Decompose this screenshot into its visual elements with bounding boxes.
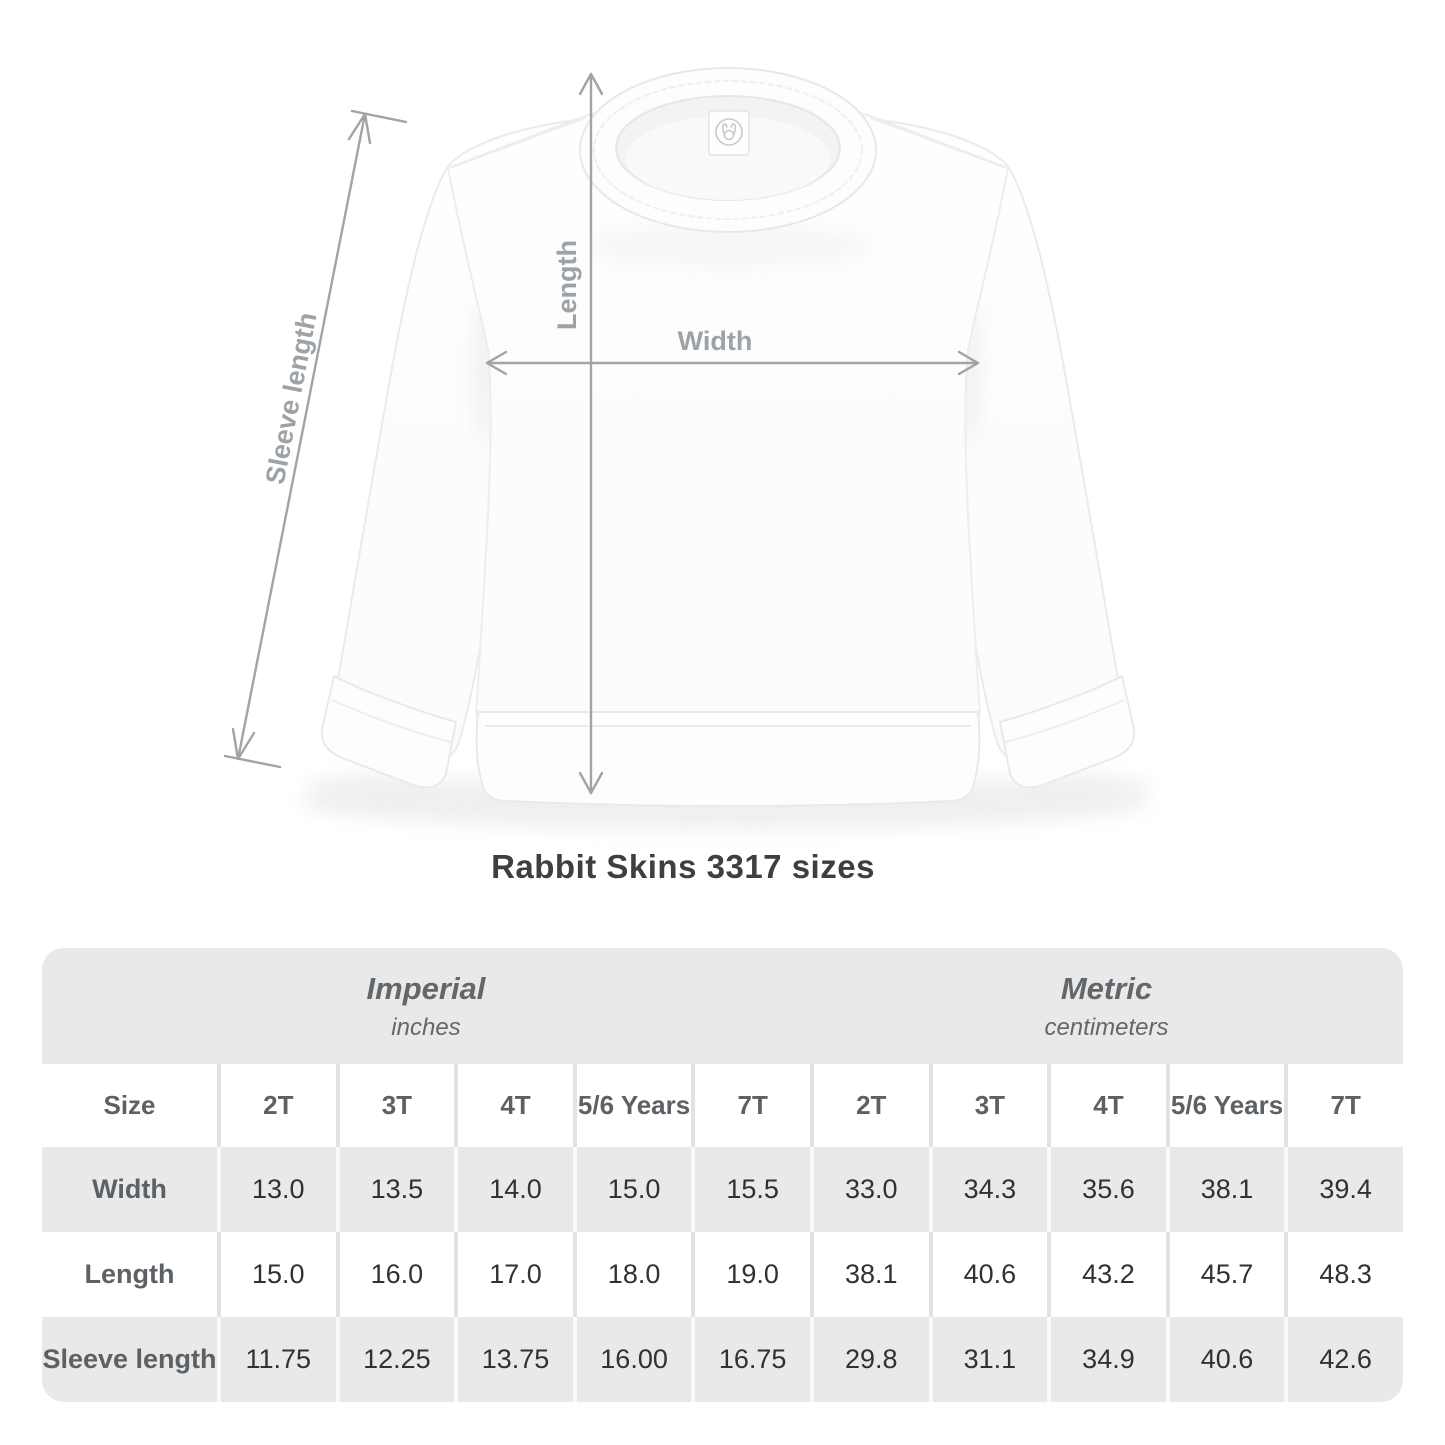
metric-unit-sub: centimeters [1044,1013,1169,1041]
page-title: Rabbit Skins 3317 sizes [491,848,875,885]
imperial-size-header-4t: 4T [454,1064,573,1147]
value-cell: 16.75 [691,1317,810,1402]
metric-size-header-2t: 2T [810,1064,929,1147]
value-cell: 11.75 [217,1317,336,1402]
size-column-header: Size [42,1064,217,1147]
value-cell: 43.2 [1047,1232,1166,1317]
size-header-row [42,1064,1403,1147]
size-table-container [42,948,1403,1402]
metric-group-header [810,948,1403,1064]
metric-size-header-56y: 5/6 Years [1166,1064,1285,1147]
row-label: Width [42,1147,217,1232]
value-cell: 34.3 [929,1147,1048,1232]
imperial-size-header-7t: 7T [691,1064,810,1147]
value-cell: 16.0 [336,1232,455,1317]
value-cell: 14.0 [454,1147,573,1232]
metric-size-header-7t: 7T [1284,1064,1403,1147]
value-cell: 40.6 [929,1232,1048,1317]
row-label: Length [42,1232,217,1317]
value-cell: 39.4 [1284,1147,1403,1232]
value-cell: 38.1 [1166,1147,1285,1232]
metric-size-header-4t: 4T [1047,1064,1166,1147]
value-cell: 31.1 [929,1317,1048,1402]
sweatshirt-illustration [322,68,1135,806]
value-cell: 15.0 [573,1147,692,1232]
value-cell: 13.75 [454,1317,573,1402]
imperial-size-header-3t: 3T [336,1064,455,1147]
imperial-size-header-2t: 2T [217,1064,336,1147]
value-cell: 29.8 [810,1317,929,1402]
imperial-unit-sub: inches [391,1013,461,1041]
value-cell: 38.1 [810,1232,929,1317]
table-row-length [42,1232,1403,1317]
value-cell: 34.9 [1047,1317,1166,1402]
imperial-size-header-56y: 5/6 Years [573,1064,692,1147]
neck-tag [709,111,749,155]
value-cell: 13.5 [336,1147,455,1232]
value-cell: 33.0 [810,1147,929,1232]
metric-unit-name: Metric [1060,970,1153,1006]
size-table [42,948,1403,1402]
width-label: Width [677,326,753,356]
sleeve-length-label: Sleeve length [259,309,323,487]
value-cell: 12.25 [336,1317,455,1402]
imperial-group-header [42,948,810,1064]
table-row-sleeve-length [42,1317,1403,1402]
length-label: Length [552,240,582,330]
value-cell: 15.0 [217,1232,336,1317]
value-cell: 17.0 [454,1232,573,1317]
value-cell: 19.0 [691,1232,810,1317]
value-cell: 35.6 [1047,1147,1166,1232]
value-cell: 15.5 [691,1147,810,1232]
value-cell: 42.6 [1284,1317,1403,1402]
row-label: Sleeve length [42,1317,217,1402]
value-cell: 45.7 [1166,1232,1285,1317]
value-cell: 13.0 [217,1147,336,1232]
value-cell: 48.3 [1284,1232,1403,1317]
imperial-unit-name: Imperial [366,970,486,1006]
metric-size-header-3t: 3T [929,1064,1048,1147]
unit-group-row [42,948,1403,1064]
value-cell: 18.0 [573,1232,692,1317]
table-row-width [42,1147,1403,1232]
value-cell: 40.6 [1166,1317,1285,1402]
value-cell: 16.00 [573,1317,692,1402]
